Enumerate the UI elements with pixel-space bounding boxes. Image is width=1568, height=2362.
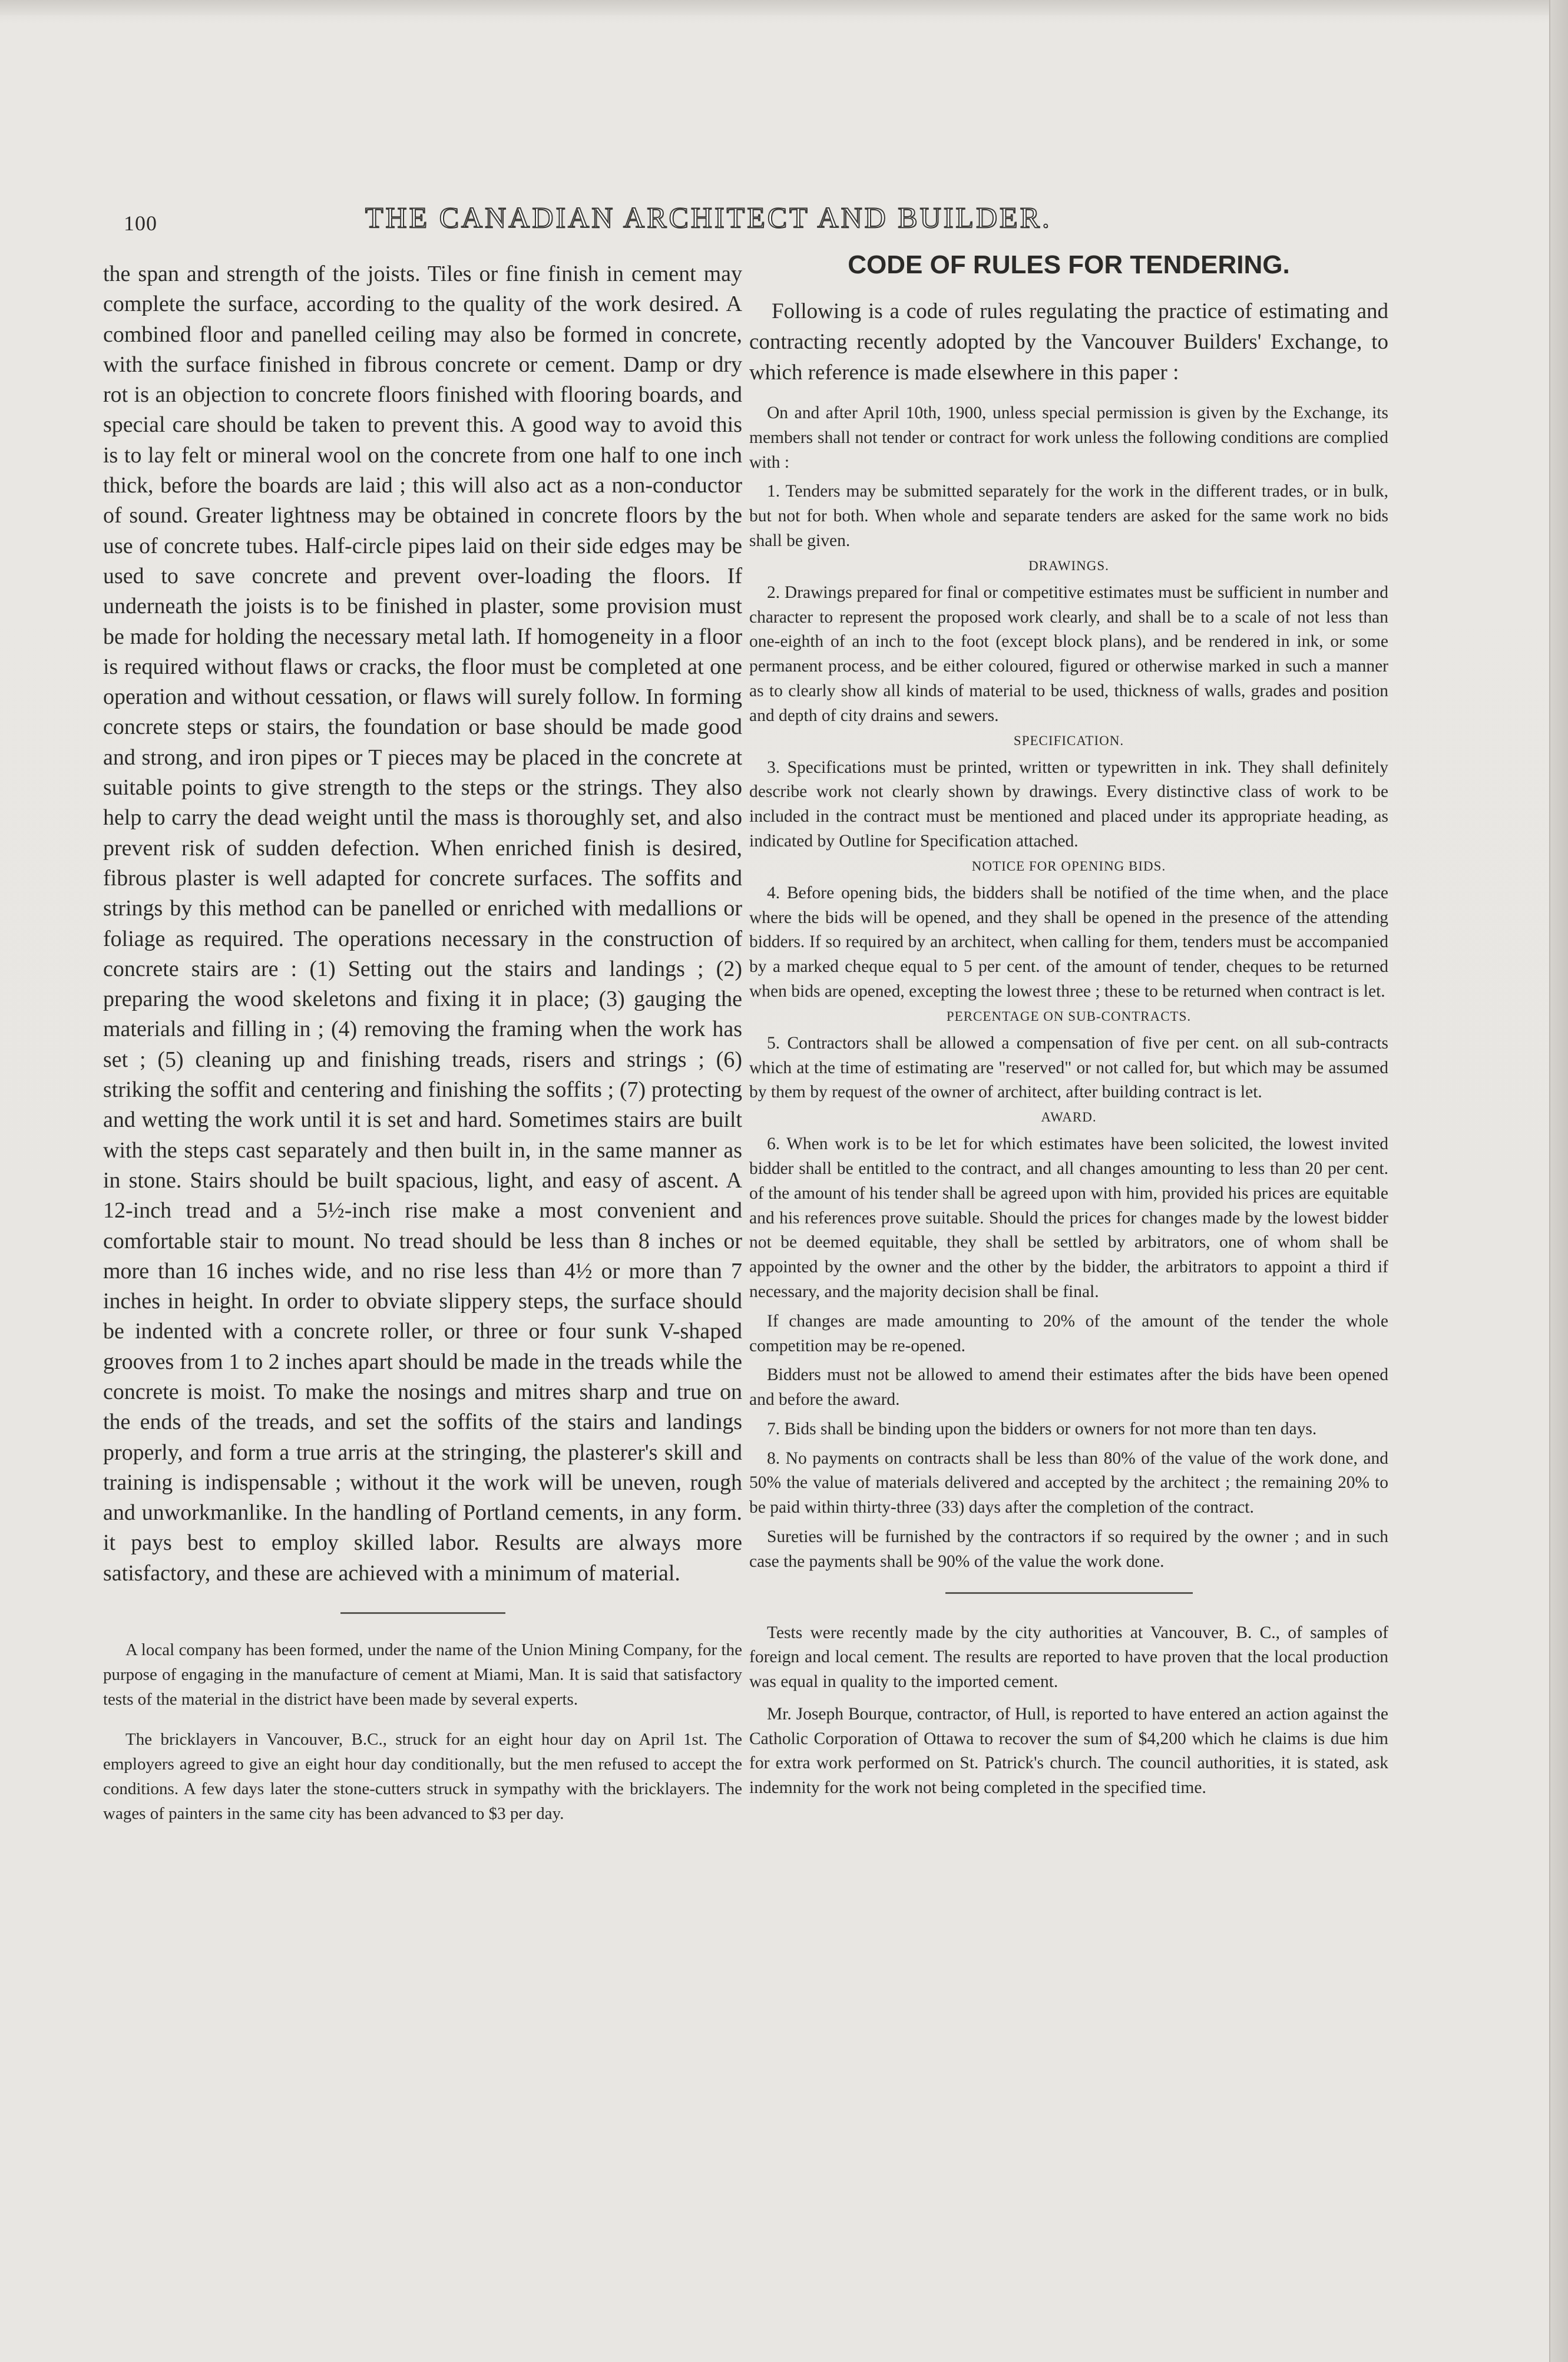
rule-6: 6. When work is to be let for which estimates have been solicited, the lowest invited bidder shall be entitled to the contract, and all changes amounting to less than 20 per cent. of the amount of his tender shall be agreed upon with him, provided his prices are equitable and his references prove suitable. Should the prices for changes made by the lowest bidder not be deemed equitable, they shall be settled by arbitrators, one of whom shall be appointed by the owner and the other by the bidder, the arbitrators to appoint a third if necessary, and the majority decision shall be final. <box>749 1134 1388 1301</box>
rule-3: 3. Specifications must be printed, written or typewritten in ink. They shall definitely describe work not clearly shown by drawings. Every distinctive class of work to be included in the contract must be mentioned and placed under its appropriate heading, as indicated by Outline for Specification attached. <box>749 757 1388 851</box>
article-continuation: the span and strength of the joists. Tiles or fine finish in cement may complete the surface, according to the quality of the work desired. A combined floor and panelled ceiling may also be formed in concrete, with the surface finished in fibrous concrete or cement. Damp or dry rot is an objection to concrete floors finished with flooring boards, and special care should be taken to prevent this. A good way to avoid this is to lay felt or mineral wool on the concrete from one half to one inch thick, before the boards are laid ; this will also act as a non-conductor of sound. Greater lightness may be obtained in concrete floors by the use of concrete tubes. Half-circle pipes laid on their side edges may be used to save concrete and prevent over-loading the floors. If underneath the joists is to be finished in plaster, some provision must be made for holding the necessary metal lath. If homogeneity in a floor is required without flaws or cracks, the floor must be completed at one operation and without cessation, or flaws will surely follow. In forming concrete steps or stairs, the foundation or base should be made good and strong, and iron pipes or T pieces may be placed in the concrete at suitable points to give strength to the steps or the strings. They also help to carry the dead weight until the mass is thoroughly set, and also prevent risk of sudden defection. When enriched finish is desired, fibrous plaster is well adapted for concrete surfaces. The soffits and strings by this method can be panelled or enriched with medallions or foliage as required. The operations necessary in the construction of concrete stairs are : (1) Setting out the stairs and landings ; (2) preparing the wood skeletons and fixing it in place; (3) gauging the materials and filling in ; (4) removing the framing when the work has set ; (5) cleaning up and finishing treads, risers and strings ; (6) striking the soffit and centering and finishing the soffits ; (7) protecting and wetting the work until it is set and hard. Sometimes stairs are built with the steps cast separately and then built in, in the same manner as in stone. Stairs should be built spacious, light, and easy of ascent. A 12-inch tread and a 5½-inch rise make a most convenient and comfortable stair to mount. No tread should be less than 8 inches or more than 16 inches wide, and no rise less than 4½ or more than 7 inches in height. In order to obviate slippery steps, the surface should be indented with a concrete roller, or three or four sunk V-shaped grooves from 1 to 2 inches apart should be made in the treads while the concrete is moist. To make the nosings and mitres sharp and true on the ends of the treads, and set the soffits of the stairs and landings properly, and form a true arris at the stringing, the plasterer's skill and training is indispensable ; without it the work will be uneven, rough and unworkmanlike. In the handling of Portland cements, in any form. it pays best to employ skilled labor. Results are always more satisfactory, and these are achieved with a minimum of material. <box>103 262 742 1586</box>
page-right-edge <box>1549 0 1568 2362</box>
heading-specification: SPECIFICATION. <box>1013 733 1124 748</box>
rule-7: 7. Bids shall be binding upon the bidders or owners for not more than ten days. <box>767 1419 1317 1438</box>
page-header <box>124 200 1431 236</box>
journal-title: THE CANADIAN ARCHITECT AND BUILDER. <box>365 201 1052 234</box>
right-column <box>749 250 1388 1808</box>
page-top-edge <box>0 0 1568 15</box>
left-column <box>103 259 742 1826</box>
heading-award: AWARD. <box>1041 1110 1097 1125</box>
news-item-bourque-action: Mr. Joseph Bourque, contractor, of Hull, is reported to have entered an action against the Catholic Corporation of Ottawa to recover the sum of $4,200 which he claims is due him for extra work performed on St. Patrick's church. The council authorities, it is stated, ask indemnity for the work not being completed in the specified time. <box>749 1705 1388 1797</box>
news-item-union-mining: A local company has been formed, under the name of the Union Mining Company, for the purpose of engaging in the manufacture of cement at Miami, Man. It is said that satisfactory tests of the material in the district have been made by several experts. <box>103 1640 742 1709</box>
rule-6-amend: Bidders must not be allowed to amend their estimates after the bids have been opened and before the award. <box>749 1365 1388 1410</box>
rule-8-sureties: Sureties will be furnished by the contractors if so required by the owner ; and in such case the payments shall be 90% of the value the work done. <box>749 1527 1388 1571</box>
section-divider <box>945 1592 1193 1594</box>
article-intro: Following is a code of rules regulating the practice of estimating and contracting recently adopted by the Vancouver Builders' Exchange, to which reference is made elsewhere in this paper : <box>749 299 1388 385</box>
rule-1: 1. Tenders may be submitted separately for the work in the different trades, or in bulk, but not for both. When whole and separate tenders are asked for the same work no bids shall be given. <box>749 482 1388 550</box>
rule-2: 2. Drawings prepared for final or competitive estimates must be sufficient in number and character to represent the proposed work clearly, and shall be to a scale of not less than one-eighth of an inch to the foot (except block plans), and be rendered in ink, or some permanent process, and be either coloured, figured or otherwise marked in such a manner as to clearly show all kinds of material to be used, thickness of walls, grades and position and depth of city drains and sewers. <box>749 583 1388 725</box>
heading-drawings: DRAWINGS. <box>1028 558 1109 573</box>
rule-4: 4. Before opening bids, the bidders shall be notified of the time when, and the place where the bids will be opened, and they shall be opened in the presence of the attending bidders. If so required by an architect, when calling for them, tenders must be accompanied by a marked cheque equal to 5 per cent. of the amount of tender, cheques to be returned when bids are opened, excepting the lowest three ; these to be returned when contract is let. <box>749 883 1388 1001</box>
section-divider <box>340 1612 505 1614</box>
heading-notice-opening-bids: NOTICE FOR OPENING BIDS. <box>971 858 1166 874</box>
page-number: 100 <box>124 211 157 235</box>
rule-5: 5. Contractors shall be allowed a compensation of five per cent. on all sub-contracts which at the time of estimating are "reserved" or not called for, but which may be assumed by them by request of the owner of architect, after building contract is let. <box>749 1033 1388 1102</box>
article-title: CODE OF RULES FOR TENDERING. <box>848 250 1290 279</box>
rule-8: 8. No payments on contracts shall be less than 80% of the value of the work done, and 50% the value of materials delivered and accepted by the architect ; the remaining 20% to be paid within thirty-three (33) days after the completion of the contract. <box>749 1448 1388 1517</box>
heading-percentage-sub-contracts: PERCENTAGE ON SUB-CONTRACTS. <box>946 1008 1192 1024</box>
news-item-bricklayers-strike: The bricklayers in Vancouver, B.C., struck for an eight hour day on April 1st. The employers agreed to give an eight hour day conditionally, but the men refused to accept the conditions. A few days later the stone-cutters struck in sympathy with the bricklayers. The wages of painters in the same city has been advanced to $3 per day. <box>103 1730 742 1824</box>
rules-preamble: On and after April 10th, 1900, unless special permission is given by the Exchange, its members shall not tender or contract for work unless the following conditions are complied with : <box>749 403 1388 472</box>
news-item-cement-tests: Tests were recently made by the city authorities at Vancouver, B. C., of samples of foreign and local cement. The results are reported to have proven that the local production was equal in quality to the imported cement. <box>749 1623 1388 1691</box>
rule-6-changes: If changes are made amounting to 20% of the amount of the tender the whole competition may be re-opened. <box>749 1311 1388 1355</box>
